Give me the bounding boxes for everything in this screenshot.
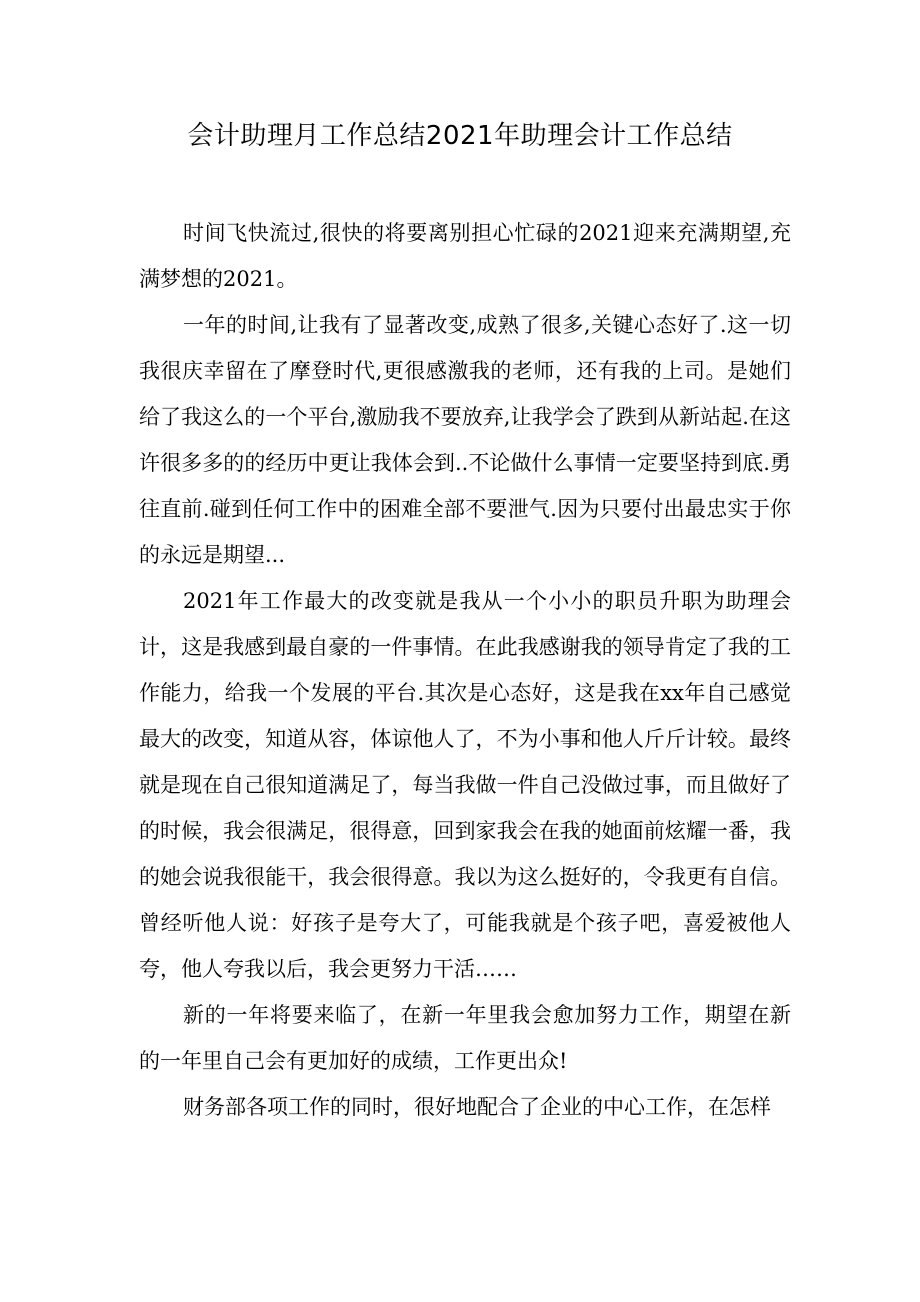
paragraph-1: 时间飞快流过,很快的将要离别担心忙碌的2021迎来充满期望,充满梦想的2021。	[139, 221, 791, 291]
document-title: 会计助理月工作总结2021年助理会计工作总结	[187, 121, 733, 151]
paragraph-2: 一年的时间,让我有了显著改变,成熟了很多,关键心态好了.这一切我很庆幸留在了摩登时代,更很感激我的老师，还有我的上司。是她们给了我这么的一个平台,激励我不要放弃,让我学会了跌到从新站起.在这许很多多的的经历中更让我体会到..不论做什么事情一定要坚持到底.勇往直前.碰到任何工作中的困难全部不要泄气.因为只要付出最忠实于你的永远是期望...	[139, 313, 791, 567]
document-body	[139, 210, 791, 1130]
paragraph-3: 2021年工作最大的改变就是我从一个小小的职员升职为助理会计，这是我感到最自豪的一件事情。在此我感谢我的领导肯定了我的工作能力，给我一个发展的平台.其次是心态好，这是我在xx年自己感觉最大的改变，知道从容，体谅他人了，不为小事和他人斤斤计较。最终就是现在自己很知道满足了，每当我做一件自己没做过事，而且做好了的时候，我会很满足，很得意，回到家我会在我的她面前炫耀一番，我的她会说我很能干，我会很得意。我以为这么挺好的，令我更有自信。曾经听他人说：好孩子是夸大了，可能我就是个孩子吧，喜爱被他人夸，他人夸我以后，我会更努力干活……	[139, 589, 791, 981]
paragraph-4: 新的一年将要来临了，在新一年里我会愈加努力工作，期望在新的一年里自己会有更加好的成绩，工作更出众!	[139, 1003, 791, 1073]
paragraph-5: 财务部各项工作的同时，很好地配合了企业的中心工作，在怎样	[183, 1095, 771, 1119]
